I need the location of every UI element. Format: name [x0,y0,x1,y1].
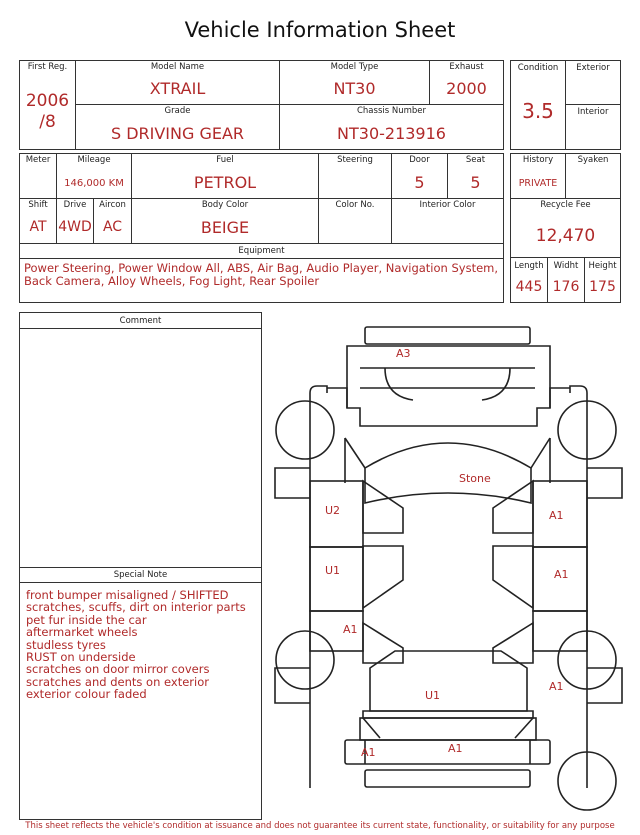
disclaimer-footer: This sheet reflects the vehicle's condition at issuance and does not guarantee its current state, functionality, or suitability for any purpose [25,821,615,831]
left-front-door [310,547,363,611]
damage-mark-left-rear-door: U2 [325,504,341,517]
recycle-fee-value: 12,470 [535,226,596,246]
height-value: 175 [589,279,616,295]
special-note-item: scratches, scuffs, dirt on interior parts [26,600,246,615]
model-name-label: Model Name [150,62,205,72]
exterior-cell [565,60,621,105]
equipment-label: Equipment [238,246,285,256]
damage-mark-front-bumper-left: A1 [361,746,376,759]
history-value: PRIVATE [518,178,558,189]
special-note-item: exterior colour faded [26,687,147,702]
seat-label: Seat [465,155,486,165]
height-label: Height [588,261,617,271]
body-color-label: Body Color [201,200,249,210]
fuel-value: PETROL [193,173,257,192]
body-color-cell [131,198,319,244]
special-note-item: front bumper misaligned / SHIFTED [26,588,229,602]
equipment-cell [19,243,504,303]
car-damage-diagram [265,318,635,818]
seat-cell [447,153,504,199]
damage-mark-roof: Stone [459,472,491,485]
meter-label: Meter [25,155,51,165]
mileage-label: Mileage [77,155,111,165]
rear-left-wheel [276,401,334,459]
steering-cell [318,153,392,199]
comment-label: Comment [119,316,162,326]
exhaust-cell [429,60,504,105]
chassis-value: NT30-213916 [337,124,446,143]
rear-bumper-top [365,327,530,344]
damage-mark-hood: U1 [425,689,441,702]
aircon-value: AC [102,219,123,235]
length-value: 445 [515,279,543,295]
shift-cell [19,198,57,244]
interior-color-cell [391,198,504,244]
page-title: Vehicle Information Sheet [184,18,456,42]
shift-value: AT [29,219,47,235]
special-note-item: scratches and dents on exterior [26,674,209,689]
front-bumper-lip [365,770,530,787]
damage-mark-rear-hatch: A3 [396,347,411,360]
damage-mark-left-front-door: U1 [325,564,341,577]
drive-cell [56,198,94,244]
roof [365,443,531,503]
model-type-cell [279,60,430,105]
history-cell [510,153,566,199]
mileage-cell [56,153,132,199]
mileage-value: 146,000 KM [64,178,124,189]
front-left-wheel [276,631,334,689]
seat-value: 5 [470,173,481,192]
grade-cell [75,104,280,150]
model-name-value: XTRAIL [149,79,206,98]
rear-hatch-panel [347,346,550,426]
syaken-label: Syaken [577,155,609,165]
aircon-label: Aircon [99,200,126,210]
width-cell [547,257,585,303]
exhaust-value: 2000 [446,79,487,98]
model-name-cell [75,60,280,105]
condition-value: 3.5 [522,99,554,123]
special-note-label: Special Note [113,570,168,580]
grade-label: Grade [164,106,191,116]
drive-value: 4WD [58,219,92,235]
body-color-value: BEIGE [200,218,250,237]
history-label: History [522,155,554,165]
hood [370,651,527,711]
meter-cell [19,153,57,199]
recycle-fee-cell [510,198,621,258]
damage-mark-right-front-door: A1 [554,568,569,581]
shift-label: Shift [28,200,48,210]
damage-mark-right-fender: A1 [549,680,564,693]
equipment-text: Power Steering, Power Window All, ABS, Air Bag, Audio Player, Navigation System, Back Camera, Alloy Wheels, Fog Light, Rear Spoiler [24,261,499,288]
special-note-item: scratches on door mirror covers [26,662,210,677]
damage-mark-left-fender: A1 [343,623,358,636]
comment-panel [19,312,262,820]
color-no-cell [318,198,392,244]
door-value: 5 [414,173,425,192]
model-type-value: NT30 [333,79,376,98]
condition-cell [510,60,566,150]
first-reg-year: 2006 [25,91,70,111]
interior-cell [565,104,621,150]
condition-label: Condition [517,63,559,73]
exterior-label: Exterior [576,63,610,73]
height-cell [584,257,621,303]
first-reg-cell [19,60,76,150]
special-note-item: RUST on underside [26,650,136,665]
interior-label: Interior [577,107,609,117]
special-note-item: aftermarket wheels [26,625,138,640]
chassis-cell [279,104,504,150]
color-no-label: Color No. [335,200,375,210]
drive-label: Drive [63,200,87,210]
right-fender [533,611,587,651]
exhaust-label: Exhaust [449,62,484,72]
chassis-label: Chassis Number [356,106,427,116]
width-value: 176 [552,279,580,295]
syaken-cell [565,153,621,199]
special-note-item: studless tyres [26,637,106,652]
fuel-cell [131,153,319,199]
interior-color-label: Interior Color [419,200,476,210]
width-label: Widht [553,261,579,271]
model-type-label: Model Type [330,62,379,72]
steering-label: Steering [337,155,373,165]
length-cell [510,257,548,303]
first-reg-label: First Reg. [27,62,68,72]
fuel-label: Fuel [216,155,234,165]
door-label: Door [409,155,430,165]
recycle-fee-label: Recycle Fee [540,200,591,210]
first-reg-month: /8 [39,112,56,132]
aircon-cell [93,198,132,244]
length-label: Length [514,261,544,271]
grade-value: S DRIVING GEAR [110,124,245,143]
damage-mark-right-rear-door: A1 [549,509,564,522]
damage-mark-front-bumper: A1 [448,742,463,755]
special-note-item: pet fur inside the car [26,612,147,627]
special-note-list [26,589,255,701]
door-cell [391,153,448,199]
